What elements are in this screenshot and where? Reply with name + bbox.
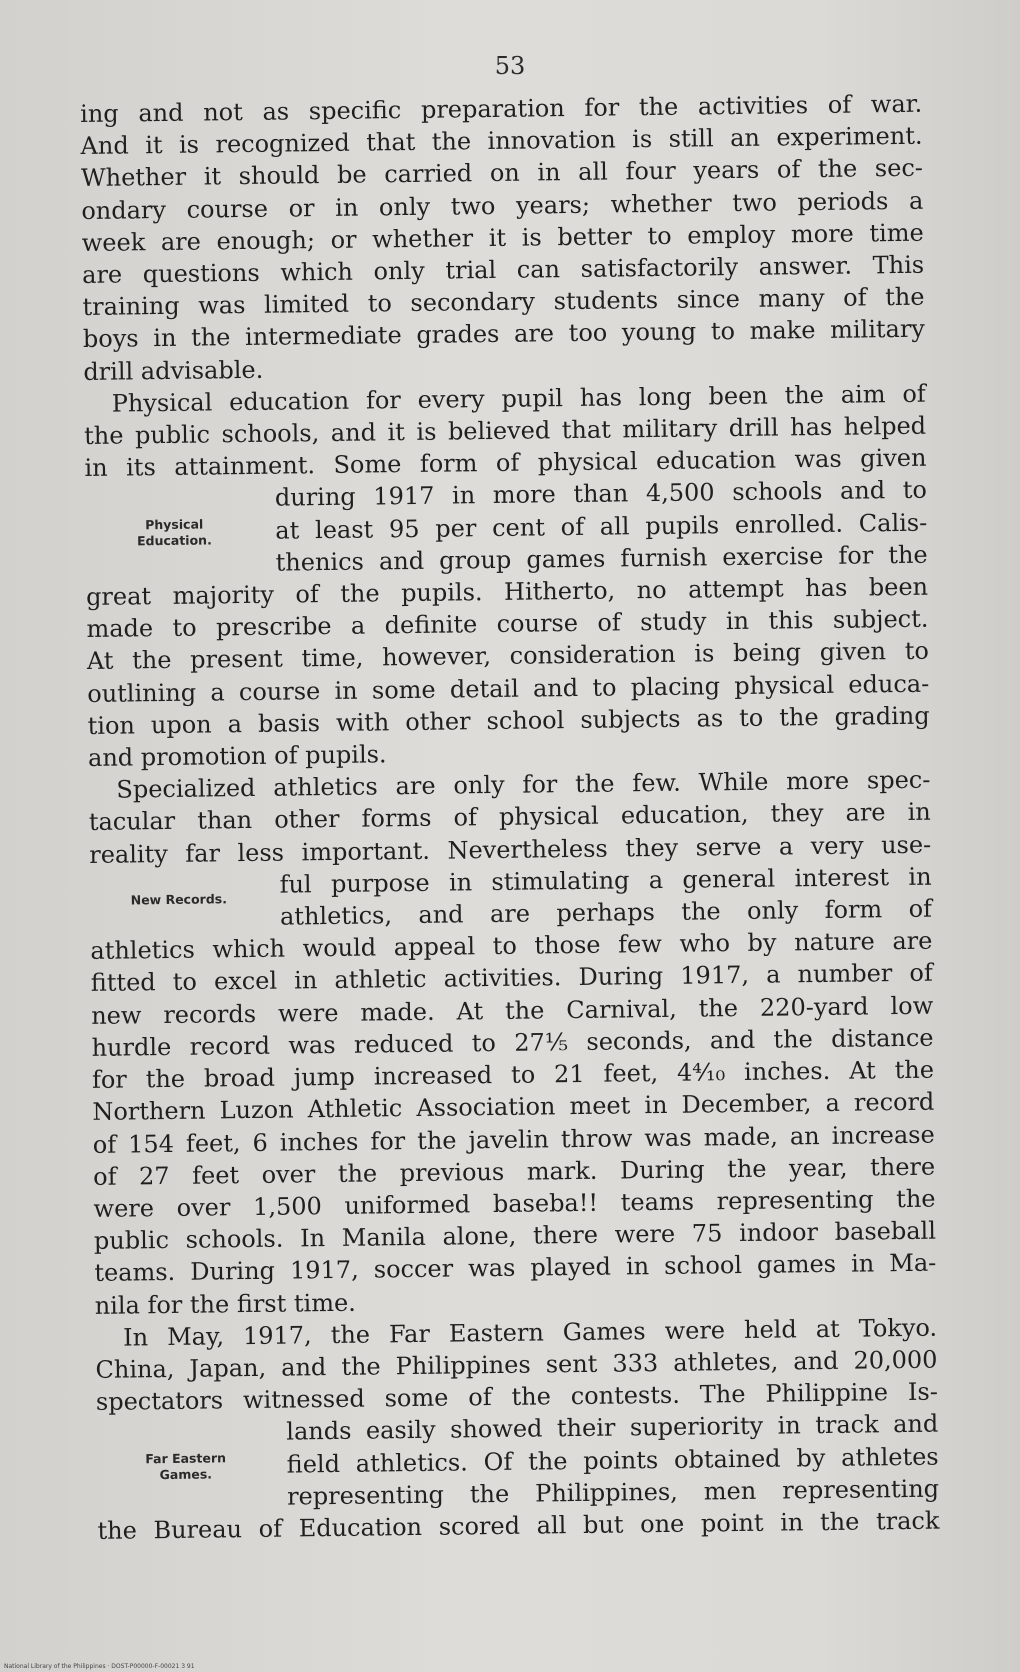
text-line: field athletics. Of the points obtained by athletes bbox=[286, 1442, 939, 1479]
text-line: made to prescribe a definite course of study in this subject. bbox=[86, 604, 929, 644]
indented-block bbox=[85, 474, 928, 581]
text-line: outlining a course in some detail and to placing physical educa- bbox=[87, 669, 930, 708]
text-line: in its attainment. Some form of physical education was given bbox=[84, 443, 927, 483]
text-line: athletics, and are perhaps the only form of bbox=[279, 894, 933, 931]
margin-note-line: New Records. bbox=[130, 891, 228, 908]
text-line: Specialized athletics are only for the few. While more spec- bbox=[116, 765, 931, 804]
text-line: public schools. In Manila alone, there were 75 indoor baseball bbox=[93, 1216, 937, 1256]
text-line: drill advisable. bbox=[83, 355, 264, 386]
text-line: tion upon a basis with other school subjects as to the grading bbox=[87, 701, 930, 740]
paragraph-far-eastern-games bbox=[95, 1311, 940, 1547]
text-line: great majority of the pupils. Hitherto, no attempt has been bbox=[85, 572, 929, 612]
paragraph-new-records bbox=[88, 764, 937, 1322]
text-line: tacular than other forms of physical education, they are in bbox=[88, 798, 931, 837]
paragraph-military-drill bbox=[80, 88, 925, 388]
text-line: ondary course or in only two years; whether two periods a bbox=[81, 186, 924, 225]
text-line: training was limited to secondary students since many of the bbox=[82, 282, 925, 322]
margin-note-line: Far Eastern bbox=[145, 1450, 227, 1467]
text-line: nila for the first time. bbox=[94, 1288, 356, 1320]
text-line: Physical education for every pupil has long been the aim of bbox=[111, 379, 926, 418]
text-line: of 27 feet over the previous mark. During the year, there bbox=[93, 1152, 936, 1191]
text-line: reality far less important. Nevertheless they serve a very use- bbox=[89, 830, 932, 869]
text-line: lands easily showed their superiority in track and bbox=[286, 1409, 939, 1446]
margin-note-line: Physical bbox=[145, 516, 204, 533]
text-line: the Bureau of Education scored all but one point in the track bbox=[97, 1506, 940, 1545]
text-line: At the present time, however, consideration is being given to bbox=[86, 637, 929, 676]
text-line: fitted to excel in athletic activities. During 1917, a number of bbox=[90, 959, 933, 998]
text-line: teams. During 1917, soccer was played in school games in Ma- bbox=[94, 1248, 937, 1288]
body-text bbox=[80, 88, 940, 1547]
margin-note-line: Games. bbox=[159, 1466, 213, 1483]
text-line: of 154 feet, 6 inches for the javelin throw was made, an increase bbox=[92, 1120, 935, 1159]
text-line: ing and not as specific preparation for the activities of war. bbox=[80, 89, 923, 128]
text-line: and promotion of pupils. bbox=[87, 740, 387, 773]
margin-note-far-eastern-games bbox=[111, 1450, 261, 1484]
text-line: And it is recognized that the innovation is still an experiment. bbox=[80, 121, 923, 161]
text-line: In May, 1917, the Far Eastern Games were held at Tokyo. bbox=[122, 1313, 938, 1352]
text-line: new records were made. At the Carnival, the 220-yard low bbox=[91, 991, 934, 1030]
text-line: Northern Luzon Athletic Association meet in December, a record bbox=[92, 1087, 935, 1127]
margin-note-line: Education. bbox=[136, 532, 212, 549]
margin-note-new-records bbox=[104, 891, 254, 909]
text-line: spectators witnessed some of the contests. The Philippine Is- bbox=[95, 1377, 939, 1417]
text-line: hurdle record was reduced to 27⅕ seconds, and the distance bbox=[91, 1023, 934, 1062]
text-line: during 1917 in more than 4,500 schools and to bbox=[274, 476, 928, 513]
text-line: boys in the intermediate grades are too young to make military bbox=[82, 315, 926, 354]
text-line: China, Japan, and the Philippines sent 333 athletes, and 20,000 bbox=[95, 1345, 938, 1384]
text-line: are questions which only trial can satisfactorily answer. This bbox=[81, 250, 925, 290]
indented-block bbox=[96, 1408, 939, 1515]
text-line: representing the Philippines, men representing bbox=[286, 1474, 940, 1511]
text-line: for the broad jump increased to 21 feet, 4⁴⁄₁₀ inches. At the bbox=[91, 1055, 935, 1095]
text-line: were over 1,500 uniformed baseba!! teams representing the bbox=[93, 1184, 936, 1223]
text-line: Whether it should be carried on in all four years of the sec- bbox=[80, 154, 924, 193]
indented-block bbox=[89, 861, 932, 936]
scan-footer: National Library of the Philippines · DOST-P00000-F-00021 3 91 bbox=[4, 1663, 195, 1670]
paragraph-physical-education bbox=[84, 378, 931, 775]
margin-note-physical-education bbox=[99, 516, 249, 550]
text-line: the public schools, and it is believed that military drill has helped bbox=[83, 411, 927, 451]
text-line: athletics which would appeal to those few who by nature are bbox=[90, 926, 933, 966]
text-line: week are enough; or whether it is better to employ more time bbox=[81, 218, 924, 257]
text-line: at least 95 per cent of all pupils enrolled. Calis- bbox=[275, 508, 928, 545]
text-line: thenics and group games furnish exercise for the bbox=[275, 540, 928, 577]
text-line: ful purpose in stimulating a general interest in bbox=[279, 862, 932, 899]
page-number: 53 bbox=[494, 52, 526, 80]
